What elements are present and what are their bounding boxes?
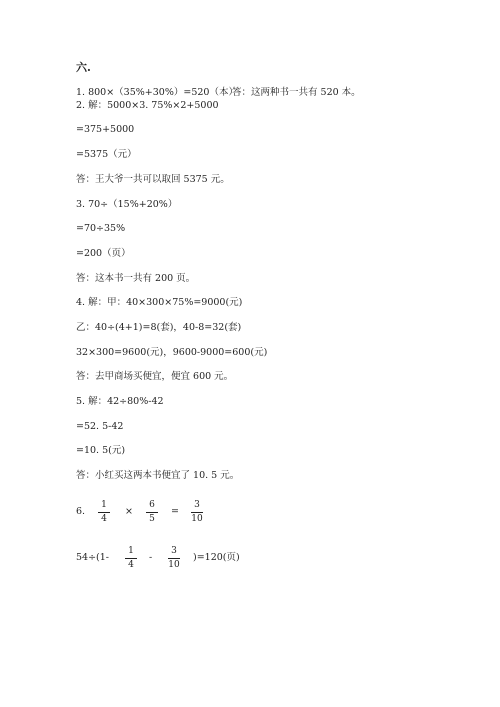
q6-fraction-1-denominator: 4 — [101, 514, 107, 524]
q7-minus-sign: - — [149, 552, 153, 563]
answer-line-13: 答：去甲商场买便宜，便宜 600 元。 — [76, 371, 234, 382]
answer-line-11: 乙：40÷(4+1)=8(套)，40-8=32(套) — [76, 322, 242, 333]
answer-line-8: =200（页） — [76, 248, 131, 259]
answer-line-7: =70÷35% — [76, 223, 126, 234]
q7-fraction-1-denominator: 4 — [128, 560, 134, 570]
answer-line-3: =375+5000 — [76, 124, 135, 135]
answer-line-5: 答：王大爷一共可以取回 5375 元。 — [76, 174, 230, 185]
q7-suffix: )=120(页) — [193, 552, 240, 563]
q6-fraction-3-numerator: 3 — [194, 500, 200, 510]
answer-line-9: 答：这本书一共有 200 页。 — [76, 273, 196, 284]
answer-line-6: 3. 70÷（15%+20%） — [76, 199, 178, 210]
q6-fraction-2 — [143, 500, 161, 525]
q6-times-sign: × — [125, 506, 133, 517]
answer-line-1-answer: 答：这两种书一共有 520 本。 — [232, 87, 361, 98]
answer-line-1-calc: 1. 800×（35%+30%）=520（本） — [76, 87, 238, 98]
q6-fraction-1 — [95, 500, 113, 525]
q6-equals-sign: = — [171, 506, 179, 517]
q6-fraction-3 — [188, 500, 206, 525]
q6-fraction-2-numerator: 6 — [149, 500, 155, 510]
fraction-bar — [191, 512, 203, 513]
q7-fraction-2-numerator: 3 — [171, 546, 177, 556]
answer-line-4: =5375（元） — [76, 149, 137, 160]
fraction-bar — [146, 512, 158, 513]
q7-fraction-1 — [122, 546, 140, 571]
answer-line-12: 32×300=9600(元)，9600-9000=600(元) — [76, 347, 268, 358]
section-title: 六. — [76, 61, 91, 74]
answer-line-15: =52. 5-42 — [76, 421, 124, 432]
q6-label: 6. — [76, 506, 86, 517]
q6-fraction-1-numerator: 1 — [101, 500, 107, 510]
q7-fraction-1-numerator: 1 — [128, 546, 134, 556]
q7-fraction-2-denominator: 10 — [168, 560, 180, 570]
answer-line-14: 5. 解：42÷80%-42 — [76, 396, 164, 407]
fraction-bar — [168, 558, 180, 559]
fraction-bar — [98, 512, 110, 513]
q7-fraction-2 — [165, 546, 183, 571]
answer-line-10: 4. 解：甲：40×300×75%=9000(元) — [76, 297, 243, 308]
q6-fraction-2-denominator: 5 — [149, 514, 155, 524]
answer-line-2: 2. 解：5000×3. 75%×2+5000 — [76, 100, 219, 111]
answer-line-17: 答：小红买这两本书便宜了 10. 5 元。 — [76, 470, 240, 481]
fraction-bar — [125, 558, 137, 559]
answer-line-16: =10. 5(元) — [76, 445, 126, 456]
q6-fraction-3-denominator: 10 — [191, 514, 203, 524]
q7-prefix: 54÷(1- — [76, 552, 110, 563]
